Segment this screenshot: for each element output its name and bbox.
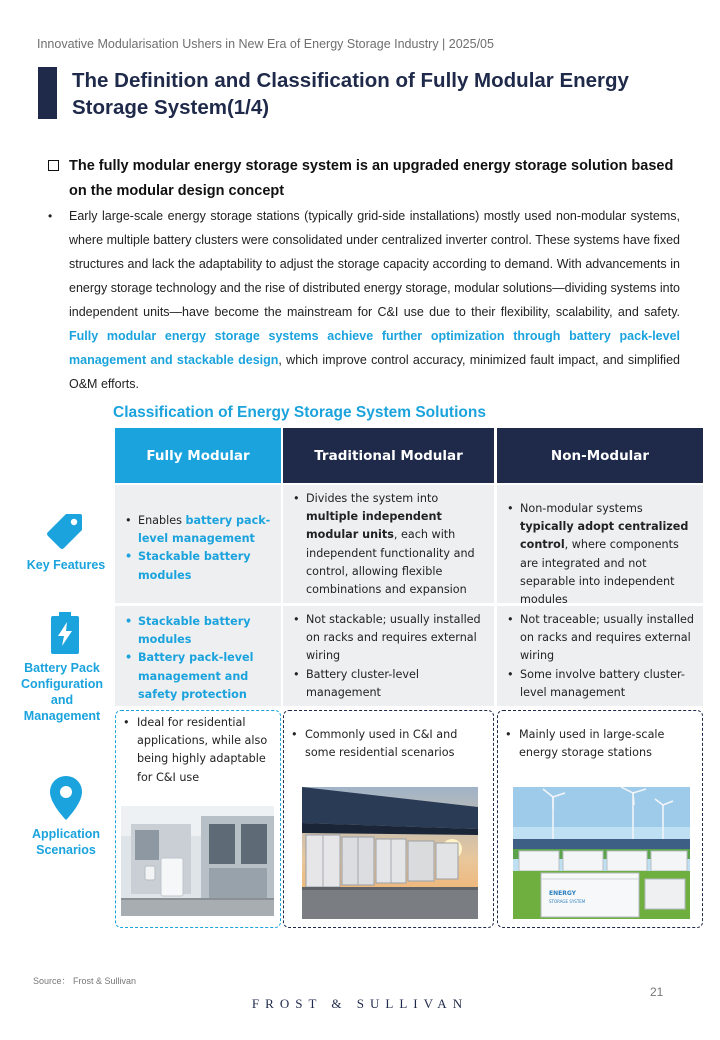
intro-paragraph-body — [69, 204, 680, 396]
location-pin-icon — [50, 776, 82, 820]
energy-label: ENERGY — [549, 890, 576, 897]
row-label-key-features: Key Features — [26, 558, 106, 572]
storage-system-label: STORAGE SYSTEM — [549, 899, 586, 904]
report-header: Innovative Modularisation Ushers in New Era of Energy Storage Industry | 2025/05 — [37, 37, 494, 51]
list-item: • Not traceable; usually installed on racks and requires external wiring — [502, 611, 697, 666]
frost-sullivan-logo: FROST & SULLIVAN — [251, 996, 469, 1011]
features-traditional-cell — [283, 485, 494, 603]
list-item: • Ideal for residential applications, while also being highly adaptable for C&I use — [119, 714, 274, 787]
battery-non-modular-cell — [497, 606, 703, 706]
page-number: 21 — [650, 985, 664, 999]
column-header-non-modular: Non-Modular — [497, 428, 703, 483]
list-item: • Mainly used in large-scale energy storage stations — [501, 726, 696, 762]
list-item: • Enables battery pack-level management — [120, 512, 275, 548]
list-item: • Not stackable; usually installed on racks and requires external wiring — [288, 611, 488, 666]
list-item: • Battery pack-level management and safety protection — [120, 649, 277, 704]
source-note: Source： Frost & Sullivan — [33, 976, 137, 986]
paragraph-highlight: Fully modular energy storage systems achieve further optimization through battery pack-level management and stackable design — [69, 329, 680, 367]
checkbox-square-icon — [48, 160, 59, 171]
paragraph-tail: , which improve control accuracy, minimized fault impact, and simplified O&M efforts. — [69, 353, 680, 391]
features-fully-modular-cell — [115, 485, 281, 603]
paragraph-plain: Early large-scale energy storage stations (typically grid-side installations) mostly used non-modular systems, where multiple battery clusters were consolidated under centralized inverter control. These systems have fixed structures and lack the adaptability to adjust the storage capacity according to demand. With advancements in energy storage technology and the rise of distributed energy storage, modular solutions—dividing systems into independent units—have become the mainstream for C&I use due to their flexibility, scalability, and safety. — [69, 209, 680, 319]
tag-icon — [44, 510, 86, 552]
list-item: • Divides the system into multiple independent modular units, each with independent functionality and control, allowing flexible combinations and expansion — [288, 490, 488, 599]
row-label-battery-pack: Battery Pack Configuration and Management — [21, 661, 103, 723]
large-scale-station-photo — [513, 787, 690, 919]
commercial-storage-photo — [302, 787, 478, 919]
title-accent-bar — [38, 67, 57, 119]
page-title: The Definition and Classification of Fully Modular Energy Storage System(1/4) — [72, 69, 629, 119]
row-label-application-scenarios: Application Scenarios — [31, 827, 101, 857]
column-header-traditional-modular: Traditional Modular — [283, 428, 494, 483]
classification-title: Classification of Energy Storage System Solutions — [113, 404, 486, 421]
list-item: • Battery cluster-level management — [288, 666, 488, 702]
lead-text: The fully modular energy storage system is an upgraded energy storage solution based on the modular design concept — [69, 158, 674, 199]
battery-fully-modular-cell — [115, 606, 281, 706]
list-item: • Some involve battery cluster-level management — [502, 666, 697, 702]
list-item: • Commonly used in C&I and some residential scenarios — [287, 726, 487, 762]
battery-bolt-icon — [49, 612, 81, 654]
intro-paragraph — [48, 204, 680, 396]
list-item: • Stackable battery modules — [120, 613, 277, 649]
list-item: • Non-modular systems typically adopt centralized control, where components are integrated and not separable into independent modules — [502, 500, 697, 609]
features-non-modular-cell — [497, 485, 703, 607]
column-header-fully-modular: Fully Modular — [115, 428, 281, 483]
list-item: • Stackable battery modules — [120, 548, 275, 584]
residential-storage-photo — [121, 806, 274, 916]
bullet: • — [48, 209, 53, 223]
lead-statement — [48, 154, 680, 204]
battery-traditional-cell — [283, 606, 494, 706]
